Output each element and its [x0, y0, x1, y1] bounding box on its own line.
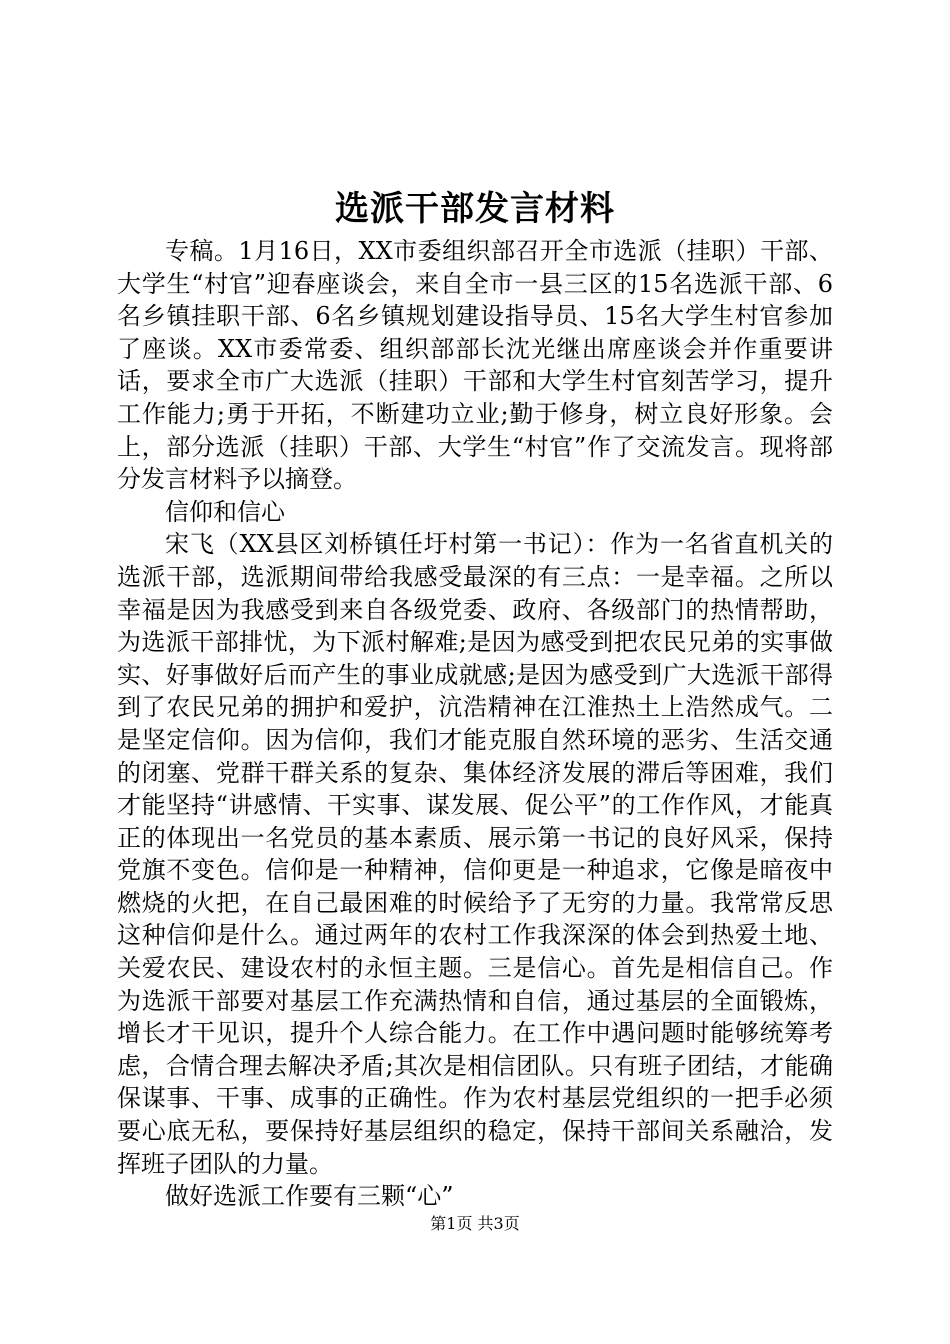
document-body — [117, 235, 833, 1213]
page-footer: 第1页 共3页 — [430, 1214, 520, 1233]
speech-paragraph-song-fei: 宋飞（XX县区刘桥镇任圩村第一书记）：作为一名省直机关的选派干部，选派期间带给我感受最深的有三点：一是幸福。之所以幸福是因为我感受到来自各级党委、政府、各级部门的热情帮助，为选派干部排忧，为下派村解难;是因为感受到把农民兄弟的实事做实、好事做好后而产生的事业成就感;是因为感受到广大选派干部得到了农民兄弟的拥护和爱护，沆浩精神在江淮热土上浩然成气。二是坚定信仰。因为信仰，我们才能克服自然环境的恶劣、生活交通的闭塞、党群干群关系的复杂、集体经济发展的滞后等困难，我们才能坚持“讲感情、干实事、谋发展、促公平”的工作作风，才能真正的体现出一名党员的基本素质、展示第一书记的良好风采，保持党旗不变色。信仰是一种精神，信仰更是一种追求，它像是暗夜中燃烧的火把，在自己最困难的时候给予了无穷的力量。我常常反思这种信仰是什么。通过两年的农村工作我深深的体会到热爱土地、关爱农民、建设农村的永恒主题。三是信心。首先是相信自己。作为选派干部要对基层工作充满热情和自信，通过基层的全面锻炼，增长才干见识，提升个人综合能力。在工作中遇问题时能够统筹考虑，合情合理去解决矛盾;其次是相信团队。只有班子团结，才能确保谋事、干事、成事的正确性。作为农村基层党组织的一把手必须要心底无私，要保持好基层组织的稳定，保持干部间关系融洽，发挥班子团队的力量。 — [117, 530, 833, 1178]
intro-paragraph: 专稿。1月16日，XX市委组织部召开全市选派（挂职）干部、大学生“村官”迎春座谈会，来自全市一县三区的15名选派干部、6名乡镇挂职干部、6名乡镇规划建设指导员、15名大学生村官参加了座谈。XX市委常委、组织部部长沈光继出席座谈会并作重要讲话，要求全市广大选派（挂职）干部和大学生村官刻苦学习，提升工作能力;勇于开拓，不断建功立业;勤于修身，树立良好形象。会上，部分选派（挂职）干部、大学生“村官”作了交流发言。现将部分发言材料予以摘登。 — [117, 237, 833, 494]
section-heading-faith: 信仰和信心 — [165, 497, 285, 526]
document-title: 选派干部发言材料 — [335, 189, 615, 229]
section-heading-three-hearts: 做好选派工作要有三颗“心” — [165, 1182, 454, 1211]
